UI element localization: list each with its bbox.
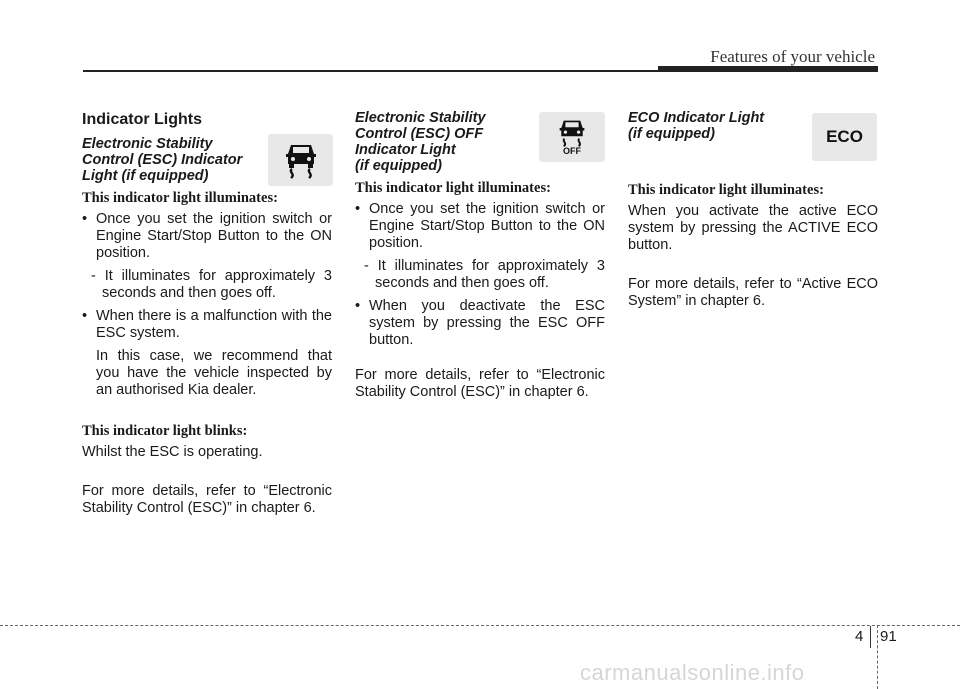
bullet-text: Once you set the ignition switch or Engine Start/Stop Button to the ON position.: [96, 211, 332, 261]
reference-text: For more details, refer to “Electronic Stability Control (ESC)” in chapter 6.: [355, 367, 605, 400]
bullet-item: [355, 201, 605, 252]
esc-off-indicator-icon: [539, 112, 605, 162]
subsection-title-line: Electronic Stability: [82, 136, 213, 152]
bullet-text: Once you set the ignition switch or Engine Start/Stop Button to the ON position.: [369, 201, 605, 251]
blinks-heading: This indicator light blinks:: [82, 423, 248, 439]
subsection-title: [628, 110, 808, 142]
subsection-title-line: Control (ESC) Indicator: [82, 152, 243, 168]
subsection-title-line: (if equipped): [628, 126, 715, 142]
bullet-dot: •: [355, 201, 361, 217]
subsection-title-line: Control (ESC) OFF: [355, 126, 484, 142]
dash-item: - It illuminates for approximately 3 seconds and then goes off.: [91, 268, 332, 301]
bullet-text: When there is a malfunction with the ESC system.: [96, 308, 332, 341]
dash-item: - It illuminates for approximately 3 seconds and then goes off.: [364, 258, 605, 291]
reference-text: For more details, refer to “Active ECO System” in chapter 6.: [628, 276, 878, 309]
bullet-item: [82, 211, 332, 262]
subsection-title: [82, 136, 262, 184]
bullet-item: [82, 308, 332, 342]
paragraph: Whilst the ESC is operating.: [82, 444, 263, 460]
paragraph: When you activate the active ECO system by pressing the ACTIVE ECO button.: [628, 203, 878, 253]
illuminates-heading: This indicator light illuminates:: [355, 180, 551, 196]
bullet-item: [355, 298, 605, 349]
bullet-dot: •: [82, 308, 88, 324]
header-rule-accent: [658, 66, 878, 72]
eco-indicator-icon: [812, 113, 877, 161]
footer-rule: [0, 625, 960, 626]
subsection-title: [355, 110, 535, 174]
esc-indicator-icon: [268, 134, 333, 186]
subsection-title-line: Light (if equipped): [82, 168, 209, 184]
eco-label: ECO: [826, 127, 863, 146]
watermark: carmanualsonline.info: [580, 660, 805, 685]
footer-divider: [877, 625, 878, 689]
illuminates-heading: This indicator light illuminates:: [82, 190, 278, 206]
subsection-title-line: (if equipped): [355, 158, 442, 174]
section-title: Indicator Lights: [82, 111, 202, 128]
chapter-number: 4: [855, 628, 864, 645]
illuminates-heading: This indicator light illuminates:: [628, 182, 824, 198]
bullet-dot: •: [82, 211, 88, 227]
bullet-text: When you deactivate the ESC system by pressing the ESC OFF button.: [369, 298, 605, 348]
reference-text: For more details, refer to “Electronic Stability Control (ESC)” in chapter 6.: [82, 483, 332, 516]
recommendation-text: In this case, we recommend that you have the vehicle inspected by an authorised Kia dealer.: [96, 348, 332, 398]
esc-off-label: OFF: [563, 145, 581, 156]
subsection-title-line: ECO Indicator Light: [628, 110, 765, 126]
bullet-dot: •: [355, 298, 361, 314]
subsection-title-line: Electronic Stability: [355, 110, 486, 126]
page-separator: [870, 626, 871, 648]
header-title: Features of your vehicle: [710, 47, 875, 66]
page-number: 91: [880, 628, 897, 645]
subsection-title-line: Indicator Light: [355, 142, 456, 158]
